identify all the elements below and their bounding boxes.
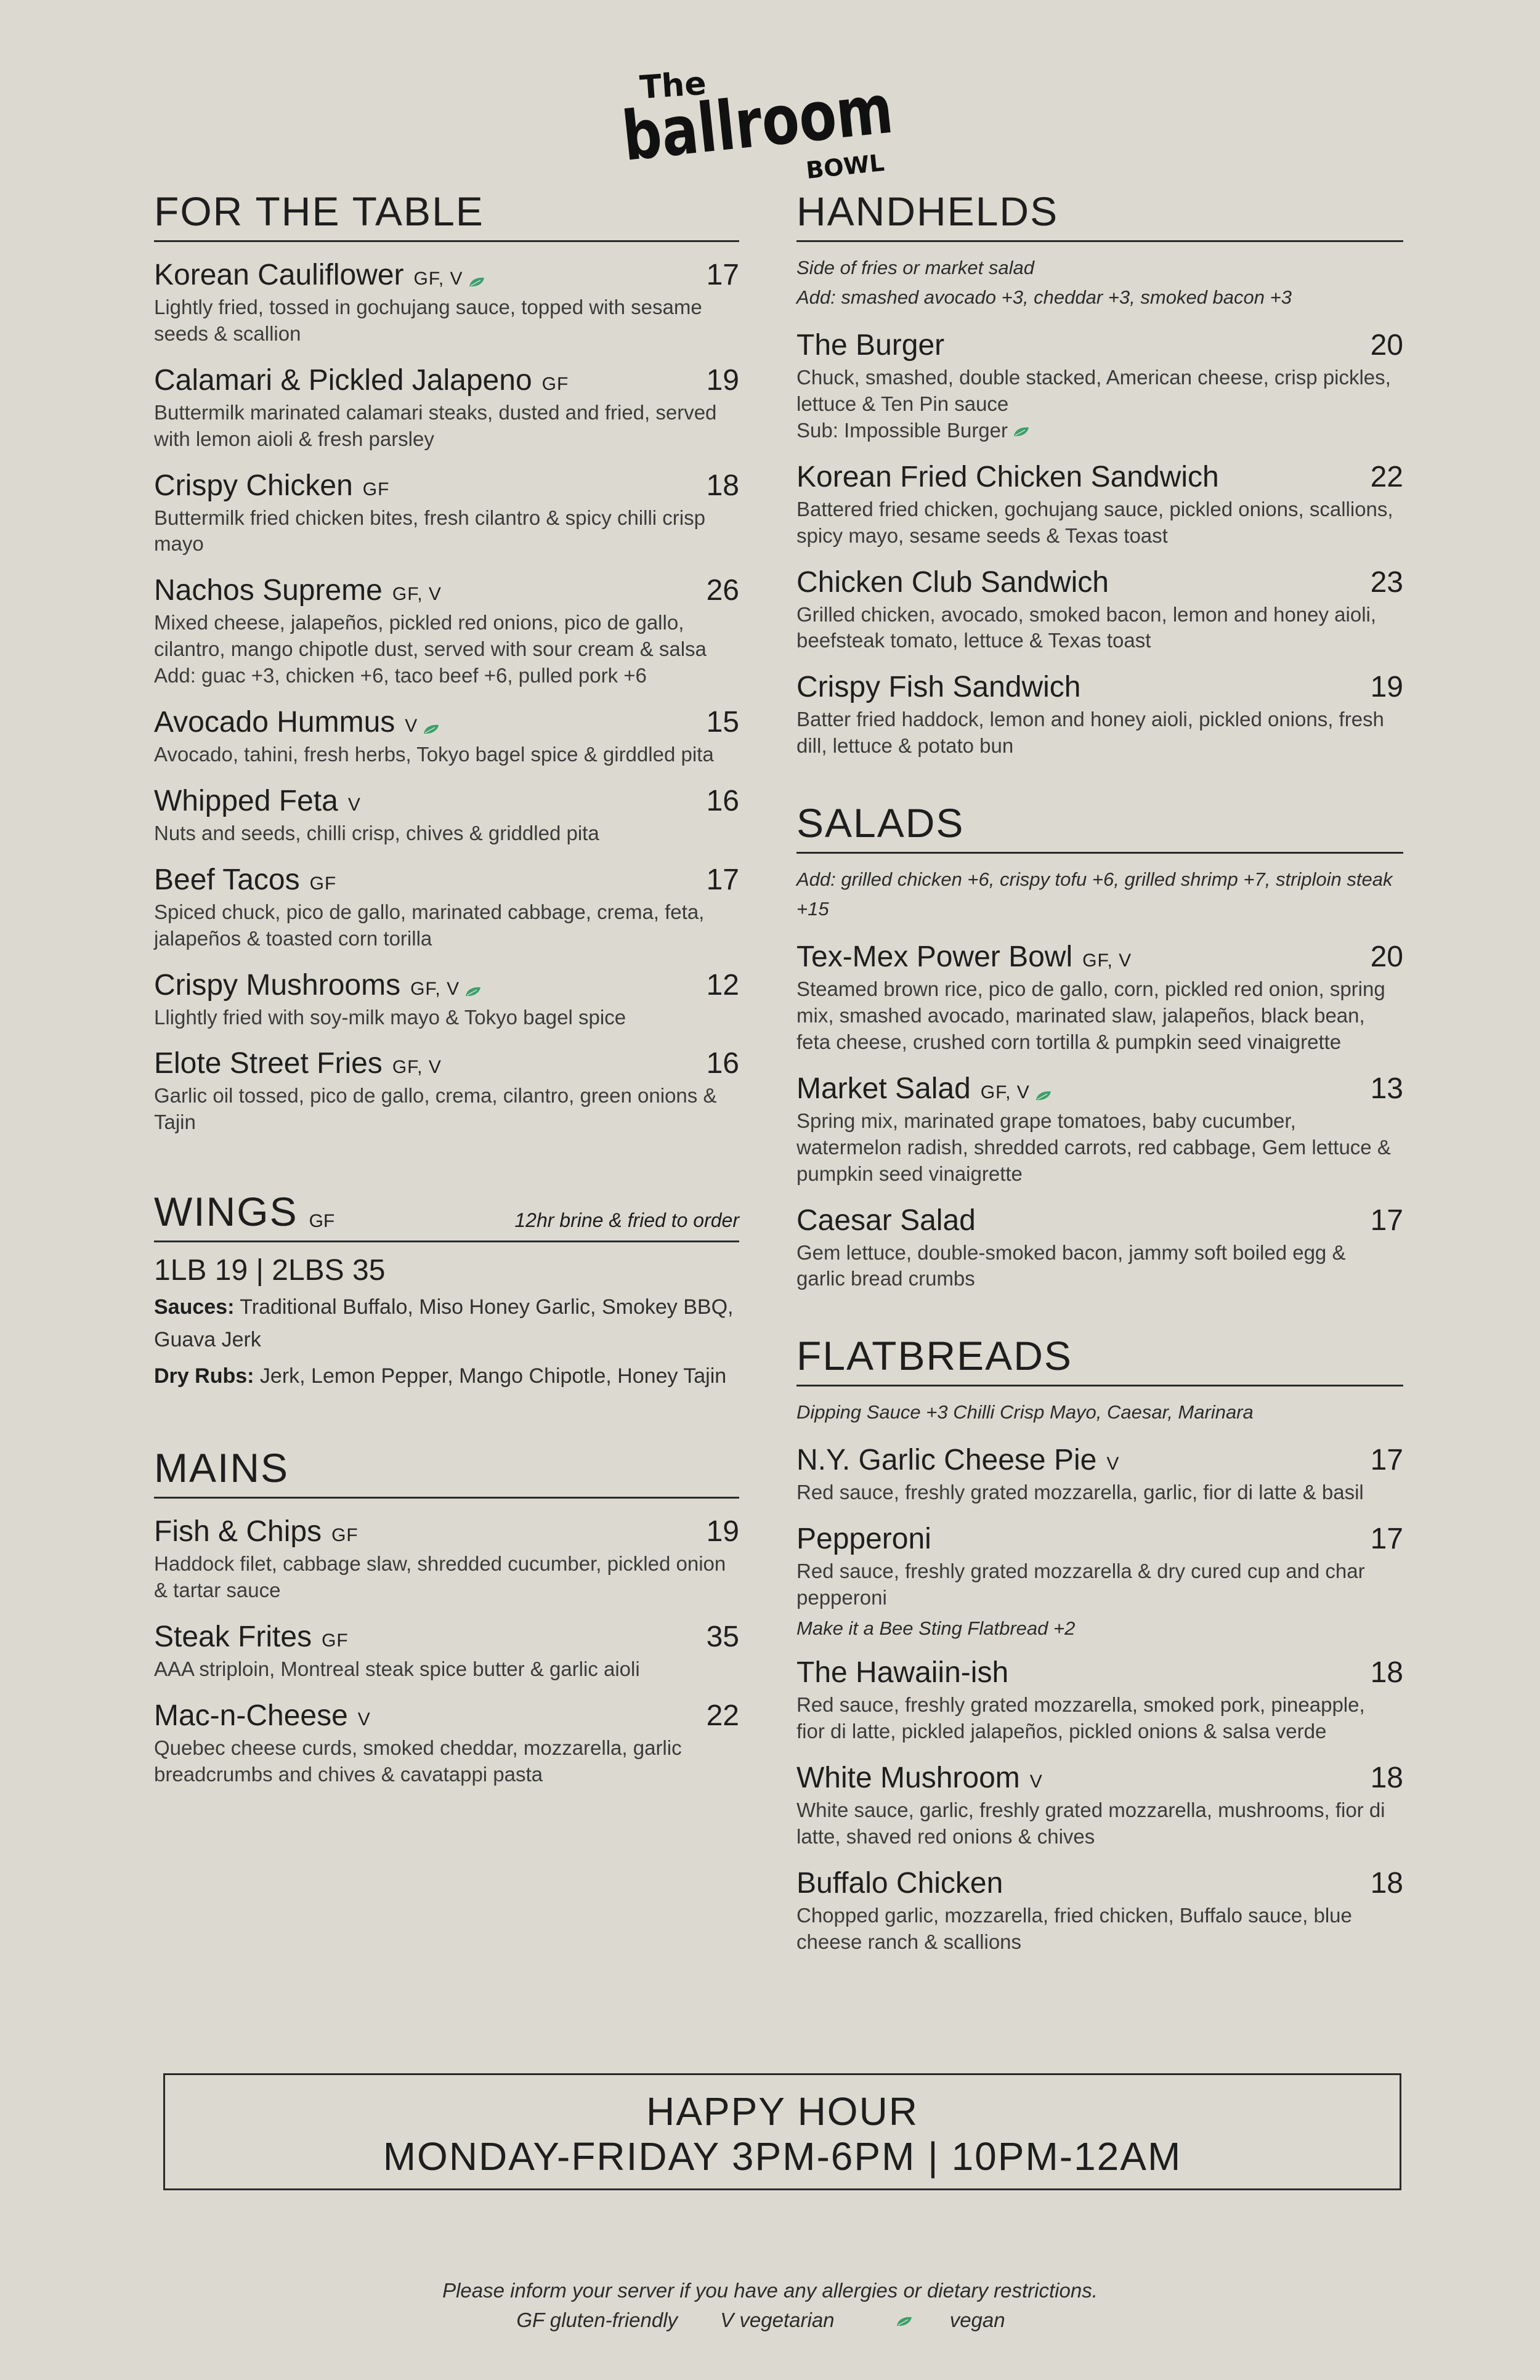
menu-item-description: Steamed brown rice, pico de gallo, corn, pickled red onion, spring mix, smashed avocado, marinated slaw, jalapeños, black bean, feta cheese, crushed corn tortilla & pumpkin seed vinaigrette: [796, 977, 1385, 1053]
menu-item: [154, 968, 739, 1031]
menu-item-description: Buttermilk marinated calamari steaks, dusted and fried, served with lemon aioli & fresh parsley: [154, 400, 717, 450]
menu-item-name: Steak Frites: [154, 1621, 312, 1654]
menu-item-price: 18: [1370, 1761, 1403, 1794]
menu-item-name: Whipped Feta: [154, 784, 338, 817]
leaf-icon: [896, 2316, 913, 2327]
menu-item-header: [796, 670, 1403, 704]
menu-item-price: 13: [1370, 1072, 1403, 1105]
menu-item: [154, 784, 739, 847]
wings-price: 1LB 19 | 2LBS 35: [154, 1254, 386, 1287]
dietary-tag: V: [405, 716, 418, 737]
menu-item-description: Haddock filet, cabbage slaw, shredded cucumber, pickled onion & tartar sauce: [154, 1552, 726, 1602]
menu-item: [154, 469, 739, 558]
menu-item-description: Red sauce, freshly grated mozzarella, garlic, fior di latte & basil: [796, 1481, 1364, 1504]
menu-item-description: Spring mix, marinated grape tomatoes, baby cucumber, watermelon radish, shredded carrots, red cabbage, Gem lettuce & pumpkin seed vinaigrette: [796, 1109, 1391, 1185]
menu-item-price: 22: [706, 1699, 739, 1732]
happy-hour-time: MONDAY-FRIDAY 3PM-6PM | 10PM-12AM: [383, 2134, 1182, 2179]
dietary-tag: GF, V: [980, 1082, 1030, 1103]
menu-item-title-group: [796, 1205, 976, 1237]
menu-item-description: Mixed cheese, jalapeños, pickled red onions, pico de gallo, cilantro, mango chipotle dust, served with sour cream & salsa: [154, 611, 707, 661]
menu-item-price: 17: [1370, 1444, 1403, 1477]
menu-item-header: [154, 1699, 739, 1733]
menu-item-description: Lightly fried, tossed in gochujang sauce, topped with sesame seeds & scallion: [154, 296, 702, 345]
menu-item-description: Red sauce, freshly grated mozzarella & dry cured cup and char pepperoni: [796, 1560, 1365, 1609]
menu-item: [154, 573, 739, 689]
dietary-tag: V: [357, 1709, 371, 1730]
menu-item: [154, 1046, 739, 1136]
menu-item-title-group: [154, 1621, 349, 1654]
menu-item-price: 15: [706, 706, 739, 739]
menu-item-description: Llightly fried with soy-milk mayo & Tokyo bagel spice: [154, 1005, 626, 1029]
menu-item: [154, 1620, 739, 1683]
menu-item-price: 19: [706, 1515, 739, 1548]
menu-item-list: [154, 258, 739, 1136]
menu-item-title-group: [796, 1523, 931, 1556]
dietary-tag: GF, V: [413, 269, 463, 289]
menu-item-title-group: [154, 470, 389, 503]
menu-item-name: Elote Street Fries: [154, 1047, 383, 1080]
dietary-tag: GF: [309, 873, 337, 894]
menu-item-description: Chuck, smashed, double stacked, American cheese, crisp pickles, lettuce & Ten Pin sauce: [796, 366, 1391, 415]
menu-item-title-group: [796, 671, 1080, 704]
menu-item-name: Calamari & Pickled Jalapeno: [154, 363, 532, 397]
dietary-tag: GF: [541, 373, 569, 394]
menu-item-header: [796, 1072, 1403, 1106]
dietary-tag: V: [347, 794, 361, 815]
happy-hour-title: HAPPY HOUR: [646, 2089, 919, 2134]
menu-item-title-group: [154, 706, 440, 739]
section-title: HANDHELDS: [796, 188, 1059, 234]
menu-item-price: 35: [706, 1621, 739, 1654]
section-header: [154, 188, 739, 242]
menu-item: [154, 363, 739, 453]
menu-item-description: Spiced chuck, pico de gallo, marinated cabbage, crema, feta, jalapeños & toasted corn torilla: [154, 900, 705, 950]
menu-item-header: [154, 469, 739, 503]
menu-item-title-group: [154, 1048, 442, 1080]
dietary-tag: V: [1029, 1771, 1043, 1792]
menu-item-price: 17: [706, 259, 739, 291]
menu-item-title-group: [154, 785, 361, 818]
leaf-icon: [1035, 1090, 1052, 1101]
menu-item: [154, 258, 739, 347]
menu-item-title-group: [796, 941, 1132, 974]
flatbreads-section: [796, 1335, 1403, 1955]
menu-item-title-group: [796, 1657, 1008, 1690]
menu-item-name: Market Salad: [796, 1072, 971, 1105]
leaf-icon: [464, 986, 482, 997]
wings-sauces: [154, 1291, 739, 1356]
menu-item-title-group: [796, 461, 1219, 494]
menu-item: [796, 1204, 1403, 1293]
menu-item-name: Tex-Mex Power Bowl: [796, 941, 1073, 974]
mains-section: [154, 1447, 739, 1787]
menu-item: [796, 1522, 1403, 1640]
legend-v: V vegetarian: [720, 2309, 835, 2331]
section-title: FLATBREADS: [796, 1333, 1072, 1379]
menu-item: [796, 940, 1403, 1056]
menu-item-title-group: [154, 259, 485, 292]
menu-item: [796, 565, 1403, 655]
right-column: [796, 188, 1403, 1955]
left-column: [154, 188, 739, 1788]
menu-item-title-group: [154, 575, 442, 607]
section-header: [796, 1335, 1403, 1386]
menu-item: [796, 1072, 1403, 1188]
dietary-tag: GF, V: [392, 584, 442, 605]
menu-item: [796, 1866, 1403, 1956]
leaf-icon: [1013, 426, 1030, 437]
menu-item-price: 17: [706, 863, 739, 896]
menu-item-title-group: [154, 969, 482, 1002]
allergy-notice: Please inform your server if you have any allergies or dietary restrictions.: [442, 2279, 1098, 2302]
menu-item-header: [796, 1522, 1403, 1556]
menu-item-description: Red sauce, freshly grated mozzarella, smoked pork, pineapple, fior di latte, pickled jalapeños, pickled onions & salsa verde: [796, 1693, 1365, 1742]
dietary-tag: GF: [309, 1211, 335, 1232]
menu-item-title-group: [154, 864, 336, 897]
dietary-tag: GF, V: [392, 1057, 442, 1078]
menu-item-name: Korean Cauliflower: [154, 259, 404, 291]
menu-item-name: Caesar Salad: [796, 1204, 976, 1237]
menu-item-title-group: [796, 567, 1109, 599]
menu-item-header: [154, 363, 739, 397]
menu-item-name: White Mushroom: [796, 1761, 1020, 1794]
menu-item-name: Chicken Club Sandwich: [796, 565, 1109, 599]
section-note: Add: grilled chicken +6, crispy tofu +6, grilled shrimp +7, striploin steak +15: [796, 868, 1393, 920]
menu-item-name: Korean Fried Chicken Sandwich: [796, 460, 1219, 493]
dietary-tag: GF: [362, 479, 390, 500]
menu-item-header: [796, 1443, 1403, 1477]
menu-item-description: AAA striploin, Montreal steak spice butter & garlic aioli: [154, 1658, 640, 1681]
menu-item-header: [796, 1656, 1403, 1690]
rubs-list: Jerk, Lemon Pepper, Mango Chipotle, Honey Tajin: [259, 1364, 727, 1388]
menu-item-name: Mac-n-Cheese: [154, 1699, 348, 1732]
menu-item-description: Gem lettuce, double-smoked bacon, jammy soft boiled egg & garlic bread crumbs: [796, 1241, 1346, 1290]
menu-item-name: Fish & Chips: [154, 1515, 322, 1548]
menu-item: [154, 1515, 739, 1604]
sauces-label: Sauces:: [154, 1295, 235, 1319]
menu-item-title-group: [796, 1073, 1052, 1106]
menu-item-description: Nuts and seeds, chilli crisp, chives & griddled pita: [154, 821, 599, 844]
svg-text:BOWL: BOWL: [804, 148, 886, 184]
menu-item-description: White sauce, garlic, freshly grated mozzarella, mushrooms, fior di latte, shaved red onions & chives: [796, 1798, 1385, 1848]
menu-item-header: [796, 565, 1403, 599]
menu-item-name: Pepperoni: [796, 1523, 931, 1556]
menu-item-title-group: [796, 1444, 1119, 1477]
section-note: Add: smashed avocado +3, cheddar +3, smoked bacon +3: [796, 286, 1292, 309]
menu-item-price: 17: [1370, 1523, 1403, 1556]
handhelds-section: [796, 188, 1403, 759]
menu-item-description: Chopped garlic, mozzarella, fried chicken, Buffalo sauce, blue cheese ranch & scallions: [796, 1903, 1352, 1953]
menu-item-header: [796, 460, 1403, 494]
legend-vegan-label: vegan: [949, 2309, 1005, 2331]
menu-item-header: [154, 705, 739, 739]
menu-item-price: 16: [706, 1047, 739, 1080]
menu-item-header: [154, 968, 739, 1002]
menu-item-header: [154, 863, 739, 897]
menu-item-header: [796, 1866, 1403, 1900]
menu-item: [796, 1443, 1403, 1506]
menu-item-description: Battered fried chicken, gochujang sauce, pickled onions, scallions, spicy mayo, sesame seeds & Texas toast: [796, 497, 1393, 547]
dietary-tag: GF: [322, 1630, 349, 1651]
dietary-tag: GF: [331, 1525, 359, 1546]
menu-item-price: 19: [1370, 671, 1403, 704]
leaf-icon: [468, 277, 485, 288]
menu-item: [154, 1699, 739, 1788]
menu-item-price: 19: [706, 363, 739, 397]
svg-text:The: The: [638, 65, 708, 107]
menu-item-header: [154, 1620, 739, 1654]
section-title: SALADS: [796, 800, 965, 846]
section-title: FOR THE TABLE: [154, 188, 484, 234]
section-header: [796, 188, 1403, 242]
menu-item-name: Nachos Supreme: [154, 574, 383, 607]
salads-section: [796, 800, 1403, 1292]
substitution-text: Sub: Impossible Burger: [796, 418, 1008, 442]
menu-item-title-group: [796, 330, 944, 362]
menu-item-name: The Burger: [796, 329, 945, 362]
dietary-tag: V: [1106, 1454, 1120, 1475]
footer: [0, 2279, 1540, 2332]
section-note: 12hr brine & fried to order: [514, 1209, 739, 1232]
dietary-tag: GF, V: [410, 978, 460, 999]
menu-item: [796, 670, 1403, 759]
menu-item-name: Crispy Chicken: [154, 469, 353, 502]
section-note: Dipping Sauce +3 Chilli Crisp Mayo, Caesar, Marinara: [796, 1401, 1254, 1423]
menu-item-header: [154, 258, 739, 292]
menu-item: [796, 460, 1403, 549]
menu-item-price: 23: [1370, 565, 1403, 599]
menu-item-header: [796, 940, 1403, 974]
menu-item-list: [796, 940, 1403, 1292]
menu-item: [154, 705, 739, 768]
menu-item-price: 12: [706, 968, 739, 1002]
section-header: [796, 800, 1403, 854]
menu-item: [154, 863, 739, 952]
for-the-table-section: [154, 188, 739, 1136]
menu-item-list: [796, 328, 1403, 759]
menu-item-title-group: [154, 1516, 359, 1548]
menu-item-description: Batter fried haddock, lemon and honey aioli, pickled onions, fresh dill, lettuce & potato bun: [796, 708, 1384, 758]
section-header: [154, 1191, 739, 1242]
menu-item-addons: Add: guac +3, chicken +6, taco beef +6, pulled pork +6: [154, 664, 647, 687]
menu-item-upgrade: Make it a Bee Sting Flatbread +2: [796, 1617, 1076, 1640]
menu-item-price: 22: [1370, 460, 1403, 493]
menu-item-price: 20: [1370, 941, 1403, 974]
leaf-icon: [423, 724, 440, 735]
wings-section: [154, 1191, 739, 1392]
menu-item-list: [154, 1515, 739, 1787]
menu-item: [796, 328, 1403, 444]
menu-item: [796, 1761, 1403, 1850]
menu-item-header: [154, 1046, 739, 1080]
menu-item-name: Crispy Mushrooms: [154, 968, 401, 1002]
section-header: [154, 1447, 739, 1499]
brand-logo: [622, 62, 918, 185]
menu-item-price: 18: [1370, 1656, 1403, 1690]
dietary-legend: [0, 2309, 1540, 2332]
menu-item-title-group: [796, 1868, 1003, 1900]
menu-item-header: [796, 1761, 1403, 1795]
happy-hour-box: [163, 2073, 1401, 2190]
wings-rubs: [154, 1360, 739, 1393]
menu-item-header: [796, 1204, 1403, 1237]
svg-text:ballroom: ballroom: [622, 62, 918, 176]
menu-item-substitution: [796, 418, 1403, 444]
menu-item-description: Grilled chicken, avocado, smoked bacon, lemon and honey aioli, beefsteak tomato, lettuce & Texas toast: [796, 602, 1377, 652]
menu-item-name: Avocado Hummus: [154, 706, 395, 739]
menu-item: [796, 1656, 1403, 1745]
menu-item-header: [154, 573, 739, 607]
menu-item-description: Quebec cheese curds, smoked cheddar, mozzarella, garlic breadcrumbs and chives & cavatappi pasta: [154, 1736, 682, 1786]
rubs-label: Dry Rubs:: [154, 1364, 254, 1388]
menu-item-price: 18: [1370, 1866, 1403, 1900]
menu-item-price: 20: [1370, 329, 1403, 362]
menu-item-name: The Hawaiin-ish: [796, 1656, 1009, 1690]
section-note: Side of fries or market salad: [796, 257, 1034, 278]
menu-item-header: [796, 328, 1403, 362]
section-title: MAINS: [154, 1445, 290, 1491]
menu-item-name: Crispy Fish Sandwich: [796, 671, 1081, 704]
menu-item-header: [154, 784, 739, 818]
menu-item-description: Garlic oil tossed, pico de gallo, crema, cilantro, green onions & Tajin: [154, 1084, 717, 1134]
menu-item-title-group: [154, 365, 569, 397]
menu-item-price: 26: [706, 574, 739, 607]
menu-item-price: 16: [706, 784, 739, 817]
menu-item-title-group: [796, 1762, 1043, 1795]
legend-gf: GF gluten-friendly: [516, 2309, 678, 2331]
menu-item-name: Buffalo Chicken: [796, 1866, 1003, 1900]
dietary-tag: GF, V: [1082, 950, 1132, 971]
legend-vegan: [877, 2309, 1024, 2331]
menu-item-name: N.Y. Garlic Cheese Pie: [796, 1444, 1097, 1477]
menu-item-price: 17: [1370, 1204, 1403, 1237]
menu-item-description: Buttermilk fried chicken bites, fresh cilantro & spicy chilli crisp mayo: [154, 506, 705, 556]
menu-item-header: [154, 1515, 739, 1548]
sauces-list: Traditional Buffalo, Miso Honey Garlic, Smokey BBQ, Guava Jerk: [154, 1295, 734, 1351]
menu-item-title-group: [154, 1700, 371, 1733]
menu-item-list: [796, 1443, 1403, 1955]
menu-item-name: Beef Tacos: [154, 863, 300, 896]
menu-item-price: 18: [706, 469, 739, 502]
menu-item-description: Avocado, tahini, fresh herbs, Tokyo bagel spice & girddled pita: [154, 743, 714, 766]
section-title: WINGS: [154, 1189, 298, 1235]
